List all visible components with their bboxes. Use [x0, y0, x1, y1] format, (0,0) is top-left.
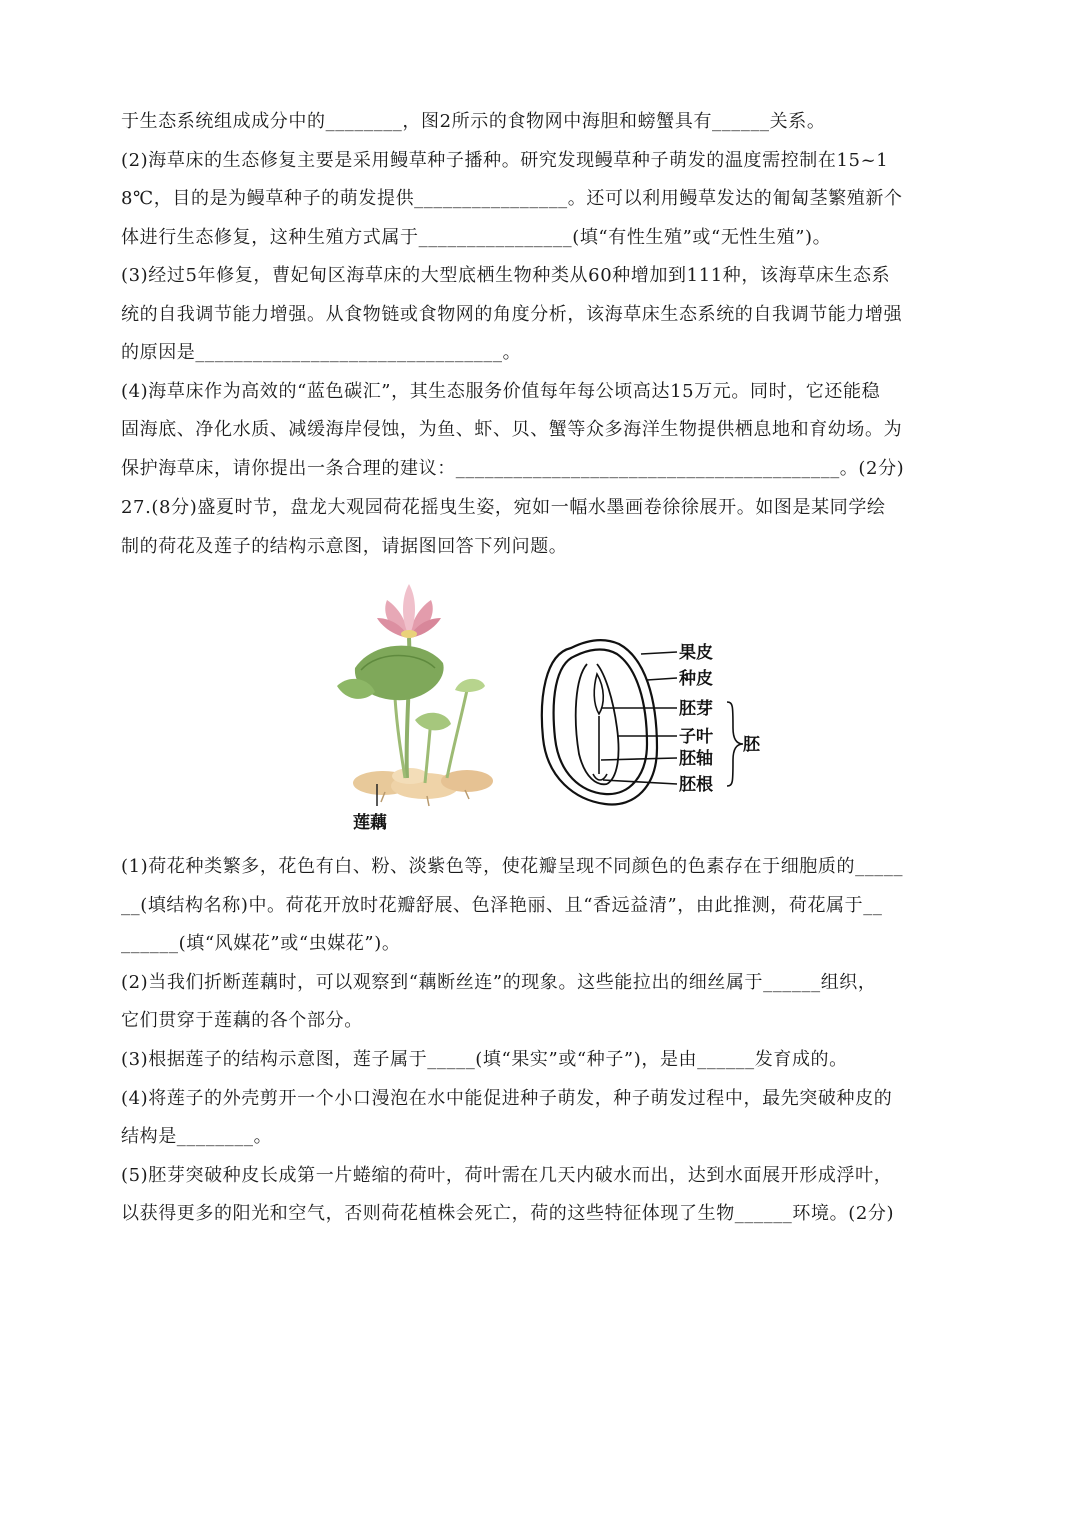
text-line: 结构是________。 — [121, 1126, 273, 1147]
text-line: (2)海草床的生态修复主要是采用鳗草种子播种。研究发现鳗草种子萌发的温度需控制在15~1 — [121, 150, 889, 171]
text-line: 保护海草床，请你提出一条合理的建议：________________________________________。(2分) — [121, 458, 905, 479]
text-line: __(填结构名称)中。荷花开放时花瓣舒展、色泽艳丽、且“香远益清”，由此推测，荷花属于__ — [121, 895, 883, 916]
question-27-heading: 27.(8分)盛夏时节，盘龙大观园荷花摇曳生姿，宛如一幅水墨画卷徐徐展开。如图是某同学绘 — [121, 497, 886, 518]
text-line: (4)海草床作为高效的“蓝色碳汇”，其生态服务价值每年每公顷高达15万元。同时，它还能稳 — [121, 381, 881, 402]
lotus-flower — [377, 584, 441, 638]
embryo-label: 胚 — [743, 735, 760, 755]
pericarp-label: 果皮 — [679, 643, 713, 663]
text-line: 的原因是________________________________。 — [121, 342, 522, 363]
seed-coat-label: 种皮 — [679, 669, 713, 689]
text-line: 固海底、净化水质、减缓海岸侵蚀，为鱼、虾、贝、蟹等众多海洋生物提供栖息地和育幼场。为 — [121, 419, 903, 440]
text-line: 以获得更多的阳光和空气，否则荷花植株会死亡，荷的这些特征体现了生物______环境。(2分) — [121, 1203, 895, 1224]
cotyledon-label: 子叶 — [679, 727, 713, 747]
text-line: 制的荷花及莲子的结构示意图，请据图回答下列问题。 — [121, 536, 568, 557]
lotus-diagram — [335, 578, 775, 838]
lotus-seed-diagram — [542, 640, 657, 804]
text-line: 体进行生态修复，这种生殖方式属于________________(填“有性生殖”或“无性生殖”)。 — [121, 227, 832, 248]
text-line: 它们贯穿于莲藕的各个部分。 — [121, 1010, 363, 1031]
text-line: (5)胚芽突破种皮长成第一片蜷缩的荷叶，荷叶需在几天内破水而出，达到水面展开形成浮叶， — [121, 1165, 893, 1186]
text-line: 8℃，目的是为鳗草种子的萌发提供________________。还可以利用鳗草发达的匍匐茎繁殖新个 — [121, 188, 903, 209]
lotus-rhizome-label: 莲藕 — [353, 813, 387, 833]
text-line: (2)当我们折断莲藕时，可以观察到“藕断丝连”的现象。这些能拉出的细丝属于______组织， — [121, 972, 877, 993]
text-line: (4)将莲子的外壳剪开一个小口漫泡在水中能促进种子萌发，种子萌发过程中，最先突破种皮的 — [121, 1088, 893, 1109]
plumule-label: 胚芽 — [679, 699, 713, 719]
text-line: (3)根据莲子的结构示意图，莲子属于_____(填“果实”或“种子”)，是由______发育成的。 — [121, 1049, 848, 1070]
text-line: 于生态系统组成成分中的________，图2所示的食物网中海胆和螃蟹具有______关系。 — [121, 111, 826, 132]
lotus-figure — [335, 578, 775, 838]
seed-pointer-lines — [601, 652, 743, 786]
text-line: (3)经过5年修复，曹妃甸区海草床的大型底栖生物种类从60种增加到111种，该海草床生态系 — [121, 265, 891, 286]
text-line: 统的自我调节能力增强。从食物链或食物网的角度分析，该海草床生态系统的自我调节能力增强 — [121, 304, 903, 325]
text-line: ______(填“风媒花”或“虫媒花”)。 — [121, 933, 401, 954]
text-line: (1)荷花种类繁多，花色有白、粉、淡紫色等，使花瓣呈现不同颜色的色素存在于细胞质的_____ — [121, 856, 904, 877]
hypocotyl-label: 胚轴 — [679, 749, 713, 769]
lotus-plant-illustration — [337, 584, 493, 806]
radicle-label: 胚根 — [679, 775, 713, 795]
